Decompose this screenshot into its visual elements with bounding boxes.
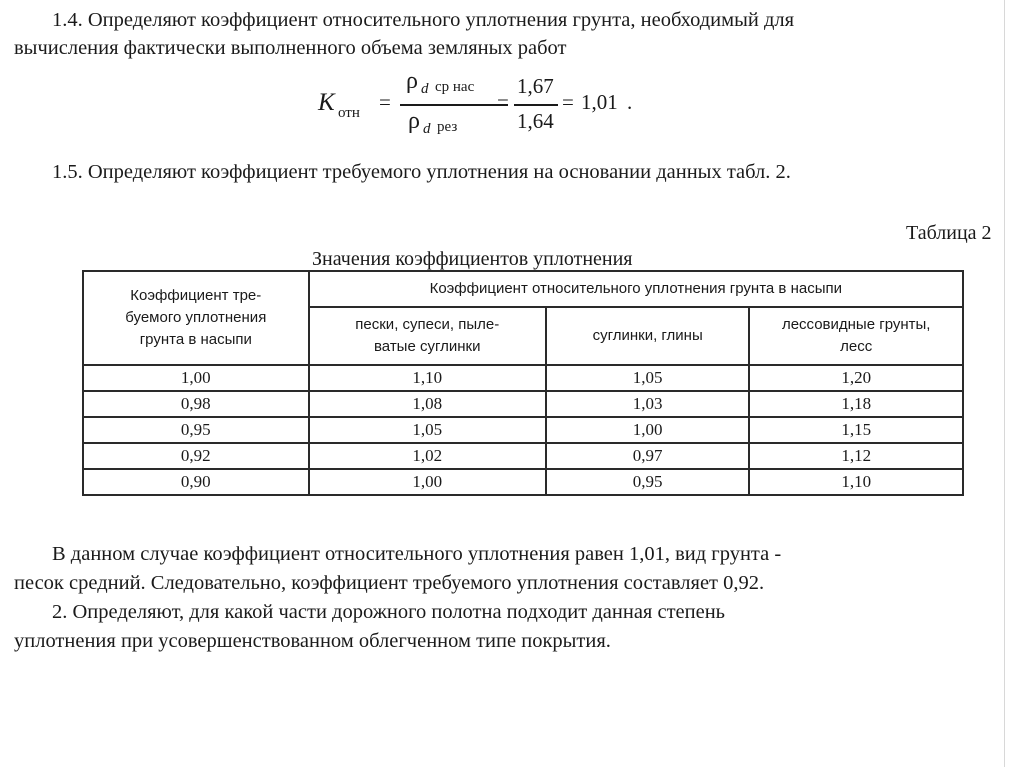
- subheader-sands: [309, 307, 546, 365]
- formula-period: .: [627, 90, 633, 114]
- cell-loess: 1,10: [749, 469, 963, 495]
- formula-d-numerator: d: [421, 81, 429, 97]
- cell-required: 1,00: [83, 365, 309, 391]
- compaction-coefficients-table: [82, 270, 964, 496]
- cell-loams: 0,97: [546, 443, 750, 469]
- formula-numerator-subscript: ср нас: [435, 79, 475, 95]
- cell-loess: 1,12: [749, 443, 963, 469]
- page-edge-divider: [1004, 0, 1005, 767]
- formula-equals-1: =: [379, 90, 391, 114]
- formula-fraction-line-2: [514, 104, 558, 106]
- table-row: [83, 417, 963, 443]
- cell-loess: 1,18: [749, 391, 963, 417]
- paragraph-1-5: 1.5. Определяют коэффициент требуемого уплотнения на основании данных табл. 2.: [52, 161, 791, 183]
- formula-fraction-line-1: [400, 104, 508, 106]
- cell-sands: 1,02: [309, 443, 546, 469]
- formula-result: 1,01: [581, 90, 618, 114]
- header-relative-compaction: [309, 271, 963, 307]
- formula-equals-2: =: [497, 90, 509, 114]
- cell-loams: 1,00: [546, 417, 750, 443]
- table-label: Таблица 2: [906, 222, 992, 244]
- cell-required: 0,90: [83, 469, 309, 495]
- paragraph-2-line-2: уплотнения при усовершенствованном облегченном типе покрытия.: [14, 630, 611, 652]
- subheader-sands-text: пески, супеси, пыле- ватые суглинки: [355, 316, 500, 355]
- table-caption: Значения коэффициентов уплотнения: [312, 248, 633, 270]
- table-row: [83, 365, 963, 391]
- cell-sands: 1,08: [309, 391, 546, 417]
- header-required-compaction-text: Коэффициент тре- буемого уплотнения грунта в насыпи: [125, 287, 267, 348]
- formula-value-numerator: 1,67: [517, 74, 554, 98]
- formula-d-denominator: d: [423, 121, 431, 137]
- compaction-formula: [318, 68, 658, 142]
- cell-sands: 1,05: [309, 417, 546, 443]
- cell-loams: 0,95: [546, 469, 750, 495]
- cell-required: 0,92: [83, 443, 309, 469]
- subheader-loams: [546, 307, 750, 365]
- cell-sands: 1,00: [309, 469, 546, 495]
- cell-required: 0,95: [83, 417, 309, 443]
- header-relative-compaction-text: Коэффициент относительного уплотнения грунта в насыпи: [429, 280, 842, 297]
- formula-value-denominator: 1,64: [517, 109, 554, 133]
- paragraph-2-line-1: 2. Определяют, для какой части дорожного полотна подходит данная степень: [52, 601, 726, 623]
- formula-k-symbol: K: [318, 89, 335, 116]
- table-row: [83, 443, 963, 469]
- formula-rho-numerator: ρ: [406, 68, 418, 94]
- cell-loams: 1,03: [546, 391, 750, 417]
- cell-loess: 1,20: [749, 365, 963, 391]
- cell-sands: 1,10: [309, 365, 546, 391]
- subheader-loess-text: лессовидные грунты, лесс: [781, 316, 931, 355]
- table-row: [83, 391, 963, 417]
- cell-loams: 1,05: [546, 365, 750, 391]
- paragraph-case-line-2: песок средний. Следовательно, коэффициент требуемого уплотнения составляет 0,92.: [14, 572, 765, 594]
- formula-k-subscript: отн: [338, 105, 360, 121]
- paragraph-1-4-line-2: вычисления фактически выполненного объема земляных работ: [14, 37, 567, 59]
- paragraph-case-line-1: В данном случае коэффициент относительного уплотнения равен 1,01, вид грунта -: [52, 543, 782, 565]
- subheader-loess: [749, 307, 963, 365]
- subheader-loams-text: суглинки, глины: [592, 327, 703, 344]
- header-required-compaction: [83, 271, 309, 365]
- formula-equals-3: =: [562, 90, 574, 114]
- formula-denominator-subscript: рез: [437, 119, 458, 135]
- paragraph-1-4-line-1: 1.4. Определяют коэффициент относительного уплотнения грунта, необходимый для: [52, 9, 795, 31]
- formula-rho-denominator: ρ: [408, 108, 420, 134]
- cell-loess: 1,15: [749, 417, 963, 443]
- cell-required: 0,98: [83, 391, 309, 417]
- table-row: [83, 469, 963, 495]
